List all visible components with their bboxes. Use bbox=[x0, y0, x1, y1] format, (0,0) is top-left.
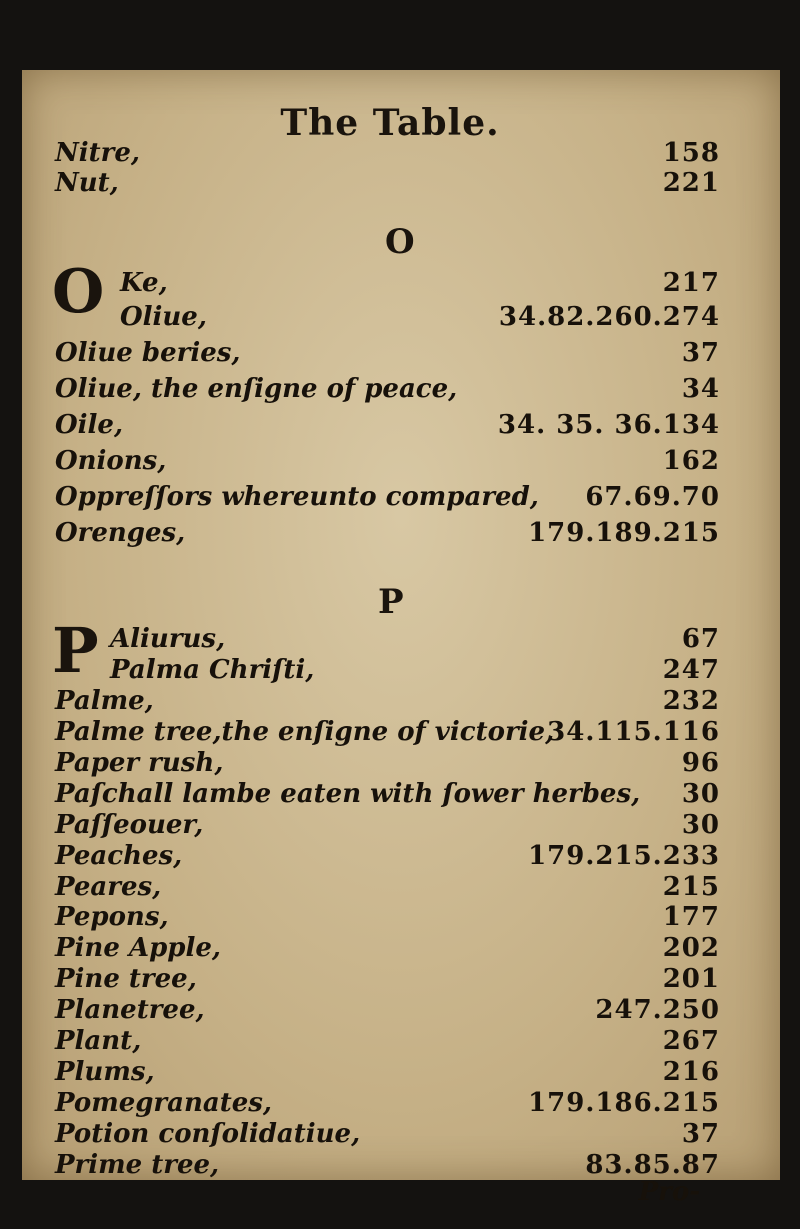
entry-name: Nitre, bbox=[55, 138, 140, 168]
entry-pages: 247.250 bbox=[595, 995, 720, 1026]
entry-pages: 215 bbox=[662, 871, 720, 902]
entry-name: Paſchall lambe eaten with ſower herbes, bbox=[55, 778, 641, 809]
entry-pages: 247 bbox=[662, 654, 720, 685]
entry-pages: 67 bbox=[681, 624, 720, 654]
entry-name: Pine tree, bbox=[55, 964, 197, 995]
entry-name: Ke, bbox=[120, 268, 168, 298]
dropcap-p: P bbox=[52, 614, 99, 687]
entry-pages: 34. 35. 36.134 bbox=[497, 410, 720, 440]
entry-name: Pine Apple, bbox=[55, 933, 221, 964]
page-title: The Table. bbox=[280, 102, 500, 144]
index-entry bbox=[0, 482, 800, 522]
entry-pages: 179.215.233 bbox=[528, 840, 720, 871]
index-entry bbox=[0, 518, 800, 558]
entry-pages: 30 bbox=[681, 809, 720, 840]
entry-name: Oliue, the enſigne of peace, bbox=[55, 374, 458, 404]
entry-pages: 34.82.260.274 bbox=[498, 302, 720, 332]
entry-name: Oliue beries, bbox=[55, 338, 241, 368]
entry-name: Peaches, bbox=[55, 840, 183, 871]
entry-pages: 67.69.70 bbox=[585, 482, 720, 512]
entry-pages: 34.115.116 bbox=[547, 716, 720, 747]
entry-pages: 201 bbox=[662, 964, 720, 995]
entry-pages: 179.186.215 bbox=[528, 1088, 720, 1119]
index-entry bbox=[0, 374, 800, 414]
entry-pages: 34 bbox=[681, 374, 720, 404]
entry-pages: 216 bbox=[662, 1057, 720, 1088]
entry-name: Plums, bbox=[55, 1057, 155, 1088]
entry-name: Pomegranates, bbox=[55, 1088, 272, 1119]
entry-pages: 202 bbox=[662, 933, 720, 964]
entry-name: Nut, bbox=[55, 168, 119, 198]
entry-name: Pepons, bbox=[55, 902, 169, 933]
entry-pages: 232 bbox=[662, 685, 720, 716]
section-letter-o: O bbox=[385, 222, 415, 262]
entry-name: Palme tree,the enſigne of victorie, bbox=[55, 716, 555, 747]
entry-pages: 177 bbox=[662, 902, 720, 933]
entry-pages: 83.85.87 bbox=[585, 1150, 720, 1180]
entry-pages: 162 bbox=[662, 446, 720, 476]
entry-name: Plant, bbox=[55, 1026, 142, 1057]
section-letter-p: P bbox=[378, 582, 404, 622]
entry-pages: 37 bbox=[681, 1119, 720, 1150]
index-entry bbox=[0, 446, 800, 486]
entry-name: Planetree, bbox=[55, 995, 205, 1026]
index-entry bbox=[0, 168, 800, 208]
index-entry bbox=[0, 302, 800, 342]
dropcap-o: O bbox=[52, 257, 105, 327]
entry-pages: 179.189.215 bbox=[528, 518, 720, 548]
entry-name: Palma Chriſti, bbox=[110, 654, 315, 685]
entry-pages: 267 bbox=[662, 1026, 720, 1057]
entry-pages: 37 bbox=[681, 338, 720, 368]
entry-name: Aliurus, bbox=[110, 624, 226, 654]
catchword: Pro- bbox=[638, 1176, 700, 1207]
entry-name: Palme, bbox=[55, 685, 154, 716]
index-entry bbox=[0, 410, 800, 450]
entry-pages: 96 bbox=[681, 747, 720, 778]
entry-name: Orenges, bbox=[55, 518, 186, 548]
entry-pages: 30 bbox=[681, 778, 720, 809]
entry-name: Peares, bbox=[55, 871, 162, 902]
entry-name: Oile, bbox=[55, 410, 123, 440]
entry-name: Paſſeouer, bbox=[55, 809, 204, 840]
entry-pages: 158 bbox=[662, 138, 720, 168]
entry-pages: 217 bbox=[662, 268, 720, 298]
entry-name: Oliue, bbox=[120, 302, 207, 332]
entry-name: Potion conſolidatiue, bbox=[55, 1119, 361, 1150]
entry-name: Onions, bbox=[55, 446, 167, 476]
index-entry bbox=[0, 338, 800, 378]
entry-pages: 221 bbox=[662, 168, 720, 198]
entry-name: Paper rush, bbox=[55, 747, 224, 778]
entry-name: Prime tree, bbox=[55, 1150, 220, 1180]
entry-name: Oppreſſors whereunto compared, bbox=[55, 482, 539, 512]
